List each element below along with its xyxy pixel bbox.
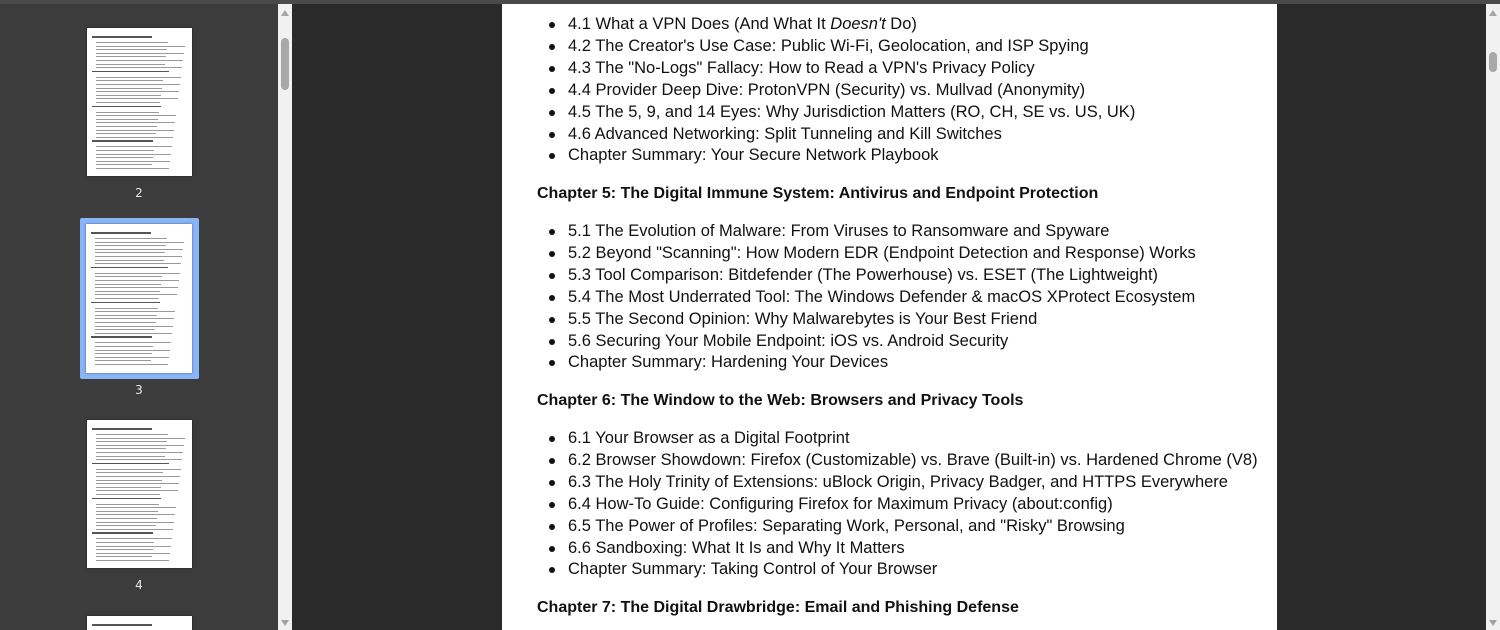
scroll-down-arrow-icon[interactable] [1489,620,1497,626]
thumbnail-text-line [96,434,168,435]
thumbnail-text-line [96,49,167,50]
toc-item: 4.1 What a VPN Does (And What It Doesn't Do) [502,14,1277,36]
thumbnail-text-line [96,549,153,550]
thumbnail-text-line [92,498,161,500]
thumbnail-text-line [92,106,161,108]
emphasis-text: Doesn't [830,15,886,33]
thumbnail-text-line [96,483,179,484]
thumbnail-text-line [95,318,174,319]
thumbnail-text-line [96,115,176,116]
toc-item: 5.5 The Second Opinion: Why Malwarebytes is Your Best Friend [502,309,1277,331]
thumbnail-text-line [96,504,159,505]
thumbnail-page-4[interactable] [0,414,278,604]
toc-item: Chapter Summary: Hardening Your Devices [502,352,1277,374]
thumbnail-text-line [95,346,153,347]
thumbnail-text-line [96,480,162,481]
thumbnail-image[interactable] [86,224,192,373]
thumbnail-text-line [95,252,165,253]
chapter-6-list [502,428,1277,581]
thumbnail-text-line [96,507,176,508]
thumbnail-text-line [96,91,179,92]
thumbnail-text-line [95,350,170,351]
thumbnail-text-line [96,438,185,439]
thumbnail-text-line [96,53,184,54]
thumbnail-text-line [96,67,182,68]
scroll-up-arrow-icon[interactable] [1489,10,1497,16]
thumbnail-text-line [96,95,161,96]
toc-item: 4.2 The Creator's Use Case: Public Wi-Fi, Geolocation, and ISP Spying [502,36,1277,58]
thumbnail-text-line [96,42,168,43]
thumbnail-text-line [96,122,175,123]
toc-item: 6.5 The Power of Profiles: Separating Work, Personal, and "Risky" Browsing [502,516,1277,538]
toc-item: 4.6 Advanced Networking: Split Tunneling and Kill Switches [502,124,1277,146]
thumbnail-text-line [96,522,174,523]
thumbnail-text-line [96,448,166,449]
thumbnail-text-line [91,232,151,234]
toc-item: 5.3 Tool Comparison: Bitdefender (The Powerhouse) vs. ESET (The Lightweight) [502,265,1277,287]
thumbnail-text-line [96,542,154,543]
thumbnail-text-line [95,238,167,239]
thumbnail-text-line [92,71,169,73]
chapter-4-list [502,14,1277,167]
toc-item: 6.1 Your Browser as a Digital Footprint [502,428,1277,450]
thumbnail-text-line [96,556,152,557]
thumbnail-text-line [95,315,157,316]
thumbnail-text-line [95,280,179,281]
thumbnail-text-line [96,445,184,446]
thumbnail-page-2[interactable] [0,4,278,209]
thumbnail-text-line [96,511,158,512]
thumbnail-text-line [92,532,153,534]
toc-item: 5.2 Beyond "Scanning": How Modern EDR (Endpoint Detection and Response) Works [502,243,1277,265]
thumbnail-text-line [95,357,169,358]
main-scrollbar[interactable] [1486,4,1500,630]
thumbnail-text-line [95,308,158,309]
scroll-down-arrow-icon[interactable] [281,620,289,626]
toc-item: 6.4 How-To Guide: Configuring Firefox for Maximum Privacy (about:config) [502,494,1277,516]
thumbnail-text-line [96,490,178,491]
thumbnail-text-line [96,60,183,61]
thumbnail-image[interactable] [87,28,192,176]
thumbnail-text-line [95,245,166,246]
thumbnail-text-line [96,77,181,78]
chapter-heading: Chapter 7: The Digital Drawbridge: Email and Phishing Defense [537,599,1019,616]
thumbnail-text-line [96,553,170,554]
thumbnail-text-line [96,56,166,57]
thumbnail-text-line [96,161,170,162]
thumbnail-text-line [95,360,151,361]
thumbnail-image[interactable] [87,420,192,568]
thumbnail-page-number: 2 [135,186,143,200]
thumbnail-text-line [95,260,164,261]
thumbnail-text-line [96,518,157,519]
thumbnail-text-line [95,291,160,292]
thumbnail-text-line [95,263,181,264]
thumbnail-text-line [91,302,160,304]
chapter-5-list [502,221,1277,374]
thumbnail-text-line [95,242,184,243]
thumbnail-text-line [95,326,173,327]
thumbnail-text-line [95,284,161,285]
thumbnail-text-line [96,64,165,65]
thumbnail-text-line [95,333,172,334]
thumbnail-text-line [95,322,156,323]
thumbnail-text-line [91,336,152,338]
thumbnail-page-number: 4 [135,578,143,592]
chapter-heading: Chapter 5: The Digital Immune System: Antivirus and Endpoint Protection [537,185,1099,202]
toc-item: 4.5 The 5, 9, and 14 Eyes: Why Jurisdiction Matters (RO, CH, SE vs. US, UK) [502,102,1277,124]
thumbnail-text-line [95,249,183,250]
thumbnail-text-line [92,463,169,465]
thumbnail-text-line [95,342,171,343]
toc-item: Chapter Summary: Your Secure Network Playbook [502,145,1277,167]
thumbnail-text-line [96,452,183,453]
thumbnail-text-line [96,456,165,457]
document-page [502,4,1277,630]
thumbnail-text-line [96,80,163,81]
thumbnail-text-line [96,137,173,138]
thumbnail-text-line [95,353,152,354]
thumbnail-text-line [96,112,159,113]
scrollbar-thumb[interactable] [1489,52,1497,72]
thumbnail-text-line [96,84,180,85]
thumbnail-sidebar [0,4,278,630]
thumbnail-text-line [95,273,180,274]
thumbnail-text-line [91,267,168,269]
thumbnail-text-line [96,133,156,134]
thumbnail-text-line [95,256,182,257]
scrollbar-thumb[interactable] [281,38,289,90]
thumbnail-text-line [95,311,175,312]
toc-item: 6.6 Sandboxing: What It Is and Why It Matters [502,538,1277,560]
chapter-heading: Chapter 6: The Window to the Web: Browsers and Privacy Tools [537,392,1024,409]
thumbnail-text-line [96,130,174,131]
thumbnail-text-line [92,428,152,430]
thumbnail-text-line [96,98,178,99]
thumbnail-text-line [95,294,177,295]
thumbnail-text-line [92,624,152,626]
document-viewer[interactable] [292,4,1486,630]
sidebar-scrollbar[interactable] [278,4,292,630]
toc-item: 5.1 The Evolution of Malware: From Viruses to Ransomware and Spyware [502,221,1277,243]
thumbnail-text-line [96,168,169,169]
thumbnail-text-line [95,364,168,365]
thumbnail-text-line [92,140,153,142]
thumbnail-text-line [96,487,161,488]
thumbnail-text-line [96,46,185,47]
thumbnail-image[interactable] [87,616,192,630]
thumbnail-text-line [96,538,172,539]
thumbnail-text-line [96,472,163,473]
thumbnail-text-line [96,150,154,151]
toc-item: 5.4 The Most Underrated Tool: The Windows Defender & macOS XProtect Ecosystem [502,287,1277,309]
thumbnail-text-line [96,546,171,547]
thumbnail-text-line [95,298,159,299]
thumbnail-page-3[interactable] [0,214,278,409]
thumbnail-text-line [95,329,155,330]
toc-item: Chapter Summary: Taking Control of Your Browser [502,559,1277,581]
thumbnail-text-line [96,102,160,103]
toc-item: 4.3 The "No-Logs" Fallacy: How to Read a VPN's Privacy Policy [502,58,1277,80]
thumbnail-text-line [96,126,157,127]
thumbnail-page-5[interactable] [0,610,278,630]
toc-item: 4.4 Provider Deep Dive: ProtonVPN (Security) vs. Mullvad (Anonymity) [502,80,1277,102]
thumbnail-text-line [96,525,156,526]
thumbnail-text-line [92,36,152,38]
thumbnail-text-line [96,441,167,442]
toc-item: 6.3 The Holy Trinity of Extensions: uBlock Origin, Privacy Badger, and HTTPS Everywhere [502,472,1277,494]
thumbnail-text-line [95,276,162,277]
thumbnail-text-line [96,476,180,477]
toc-item: 5.6 Securing Your Mobile Endpoint: iOS vs. Android Security [502,331,1277,353]
thumbnail-text-line [96,560,169,561]
toc-item: 6.2 Browser Showdown: Firefox (Customizable) vs. Brave (Built-in) vs. Hardened Chrome (V8) [502,450,1277,472]
thumbnail-text-line [96,88,162,89]
thumbnail-text-line [96,459,182,460]
scroll-up-arrow-icon[interactable] [281,10,289,16]
thumbnail-text-line [96,154,171,155]
thumbnail-text-line [96,494,160,495]
thumbnail-text-line [96,469,181,470]
thumbnail-text-line [95,287,178,288]
thumbnail-text-line [96,146,172,147]
thumbnail-text-line [96,514,175,515]
thumbnail-text-line [96,157,153,158]
thumbnail-page-number: 3 [135,383,143,397]
thumbnail-text-line [96,119,158,120]
thumbnail-text-line [96,529,173,530]
thumbnail-text-line [96,164,152,165]
